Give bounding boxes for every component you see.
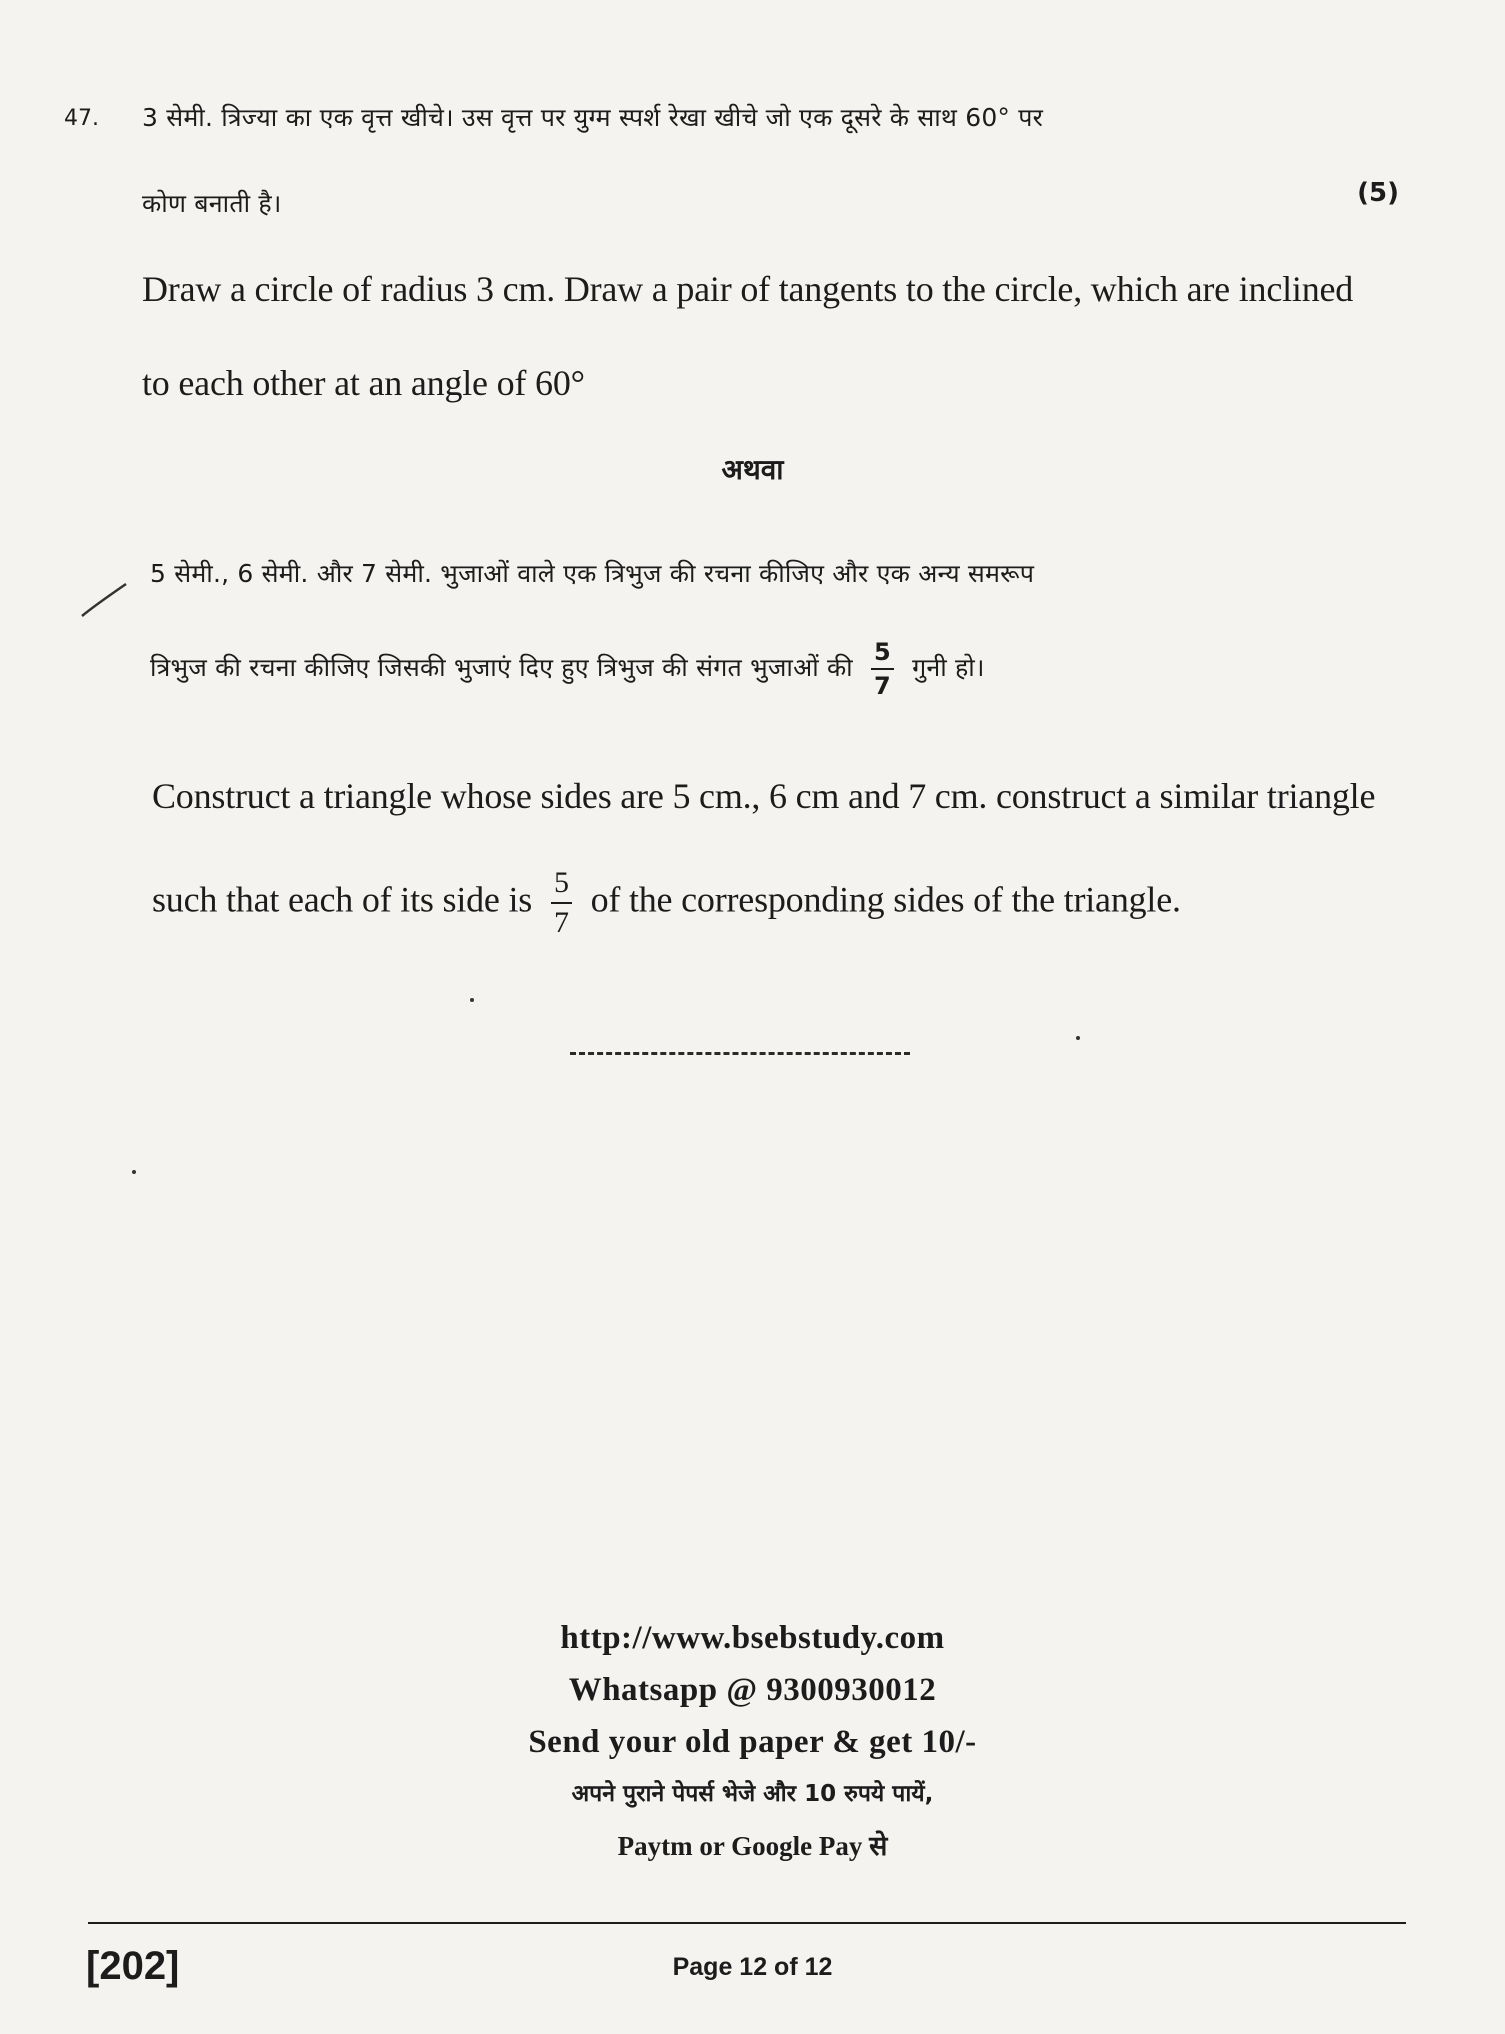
q1-hindi-line1: 3 सेमी. त्रिज्या का एक वृत्त खीचे। उस वृत्त पर युग्म स्पर्श रेखा खीचे जो एक दूसरे के साथ 60° पर xyxy=(142,103,1044,132)
fraction-denominator: 7 xyxy=(874,672,891,700)
q1-english-line1: Draw a circle of radius 3 cm. Draw a pair of tangents to the circle, which are inclined xyxy=(142,269,1354,309)
speck xyxy=(132,1170,136,1174)
check-mark-icon xyxy=(80,580,130,620)
q2-english-line2 xyxy=(152,868,1181,938)
fraction-5-7-english xyxy=(551,868,572,938)
fraction-numerator: 5 xyxy=(551,868,572,904)
q2-english-line2-before: such that each of its side is xyxy=(152,879,533,920)
or-separator-label: अथवा xyxy=(721,453,784,486)
fraction-denominator: 7 xyxy=(553,906,569,939)
q2-english-line2-after: of the corresponding sides of the triangle. xyxy=(590,879,1181,920)
page-number: Page 12 of 12 xyxy=(672,1953,833,1981)
whatsapp-contact: Whatsapp @ 9300930012 xyxy=(568,1672,937,1708)
offer-text: Send your old paper & get 10/- xyxy=(528,1724,977,1760)
q1-english-line2: to each other at an angle of 60° xyxy=(142,363,585,403)
q2-hindi-line1: 5 सेमी., 6 सेमी. और 7 सेमी. भुजाओं वाले एक त्रिभुज की रचना कीजिए और एक अन्य समरूप xyxy=(150,559,1035,588)
website-link[interactable]: http://www.bsebstudy.com xyxy=(560,1620,945,1656)
q2-hindi-line2 xyxy=(150,640,985,698)
speck xyxy=(470,998,474,1002)
q1-hindi-line2: कोण बनाती है। xyxy=(142,189,282,218)
q2-english-line1: Construct a triangle whose sides are 5 cm., 6 cm and 7 cm. construct a similar triangle xyxy=(152,776,1376,816)
question-number: 47. xyxy=(64,106,99,131)
fraction-numerator: 5 xyxy=(871,640,894,670)
end-of-questions-dashed-line xyxy=(570,1052,910,1055)
marks-label: (5) xyxy=(1357,178,1399,208)
payment-text: Paytm or Google Pay से xyxy=(617,1831,888,1861)
speck xyxy=(1076,1036,1080,1040)
q2-hindi-line2-before: त्रिभुज की रचना कीजिए जिसकी भुजाएं दिए हुए त्रिभुज की संगत भुजाओं की xyxy=(150,653,853,682)
promo-footer xyxy=(0,1612,1505,1872)
fraction-5-7-hindi xyxy=(871,640,894,698)
paper-code: [202] xyxy=(86,1944,180,1988)
q2-hindi-line2-after: गुनी हो। xyxy=(912,653,985,682)
offer-text-hindi: अपने पुराने पेपर्स भेजे और 10 रुपये पायें, xyxy=(571,1781,934,1807)
footer-rule xyxy=(88,1922,1406,1924)
